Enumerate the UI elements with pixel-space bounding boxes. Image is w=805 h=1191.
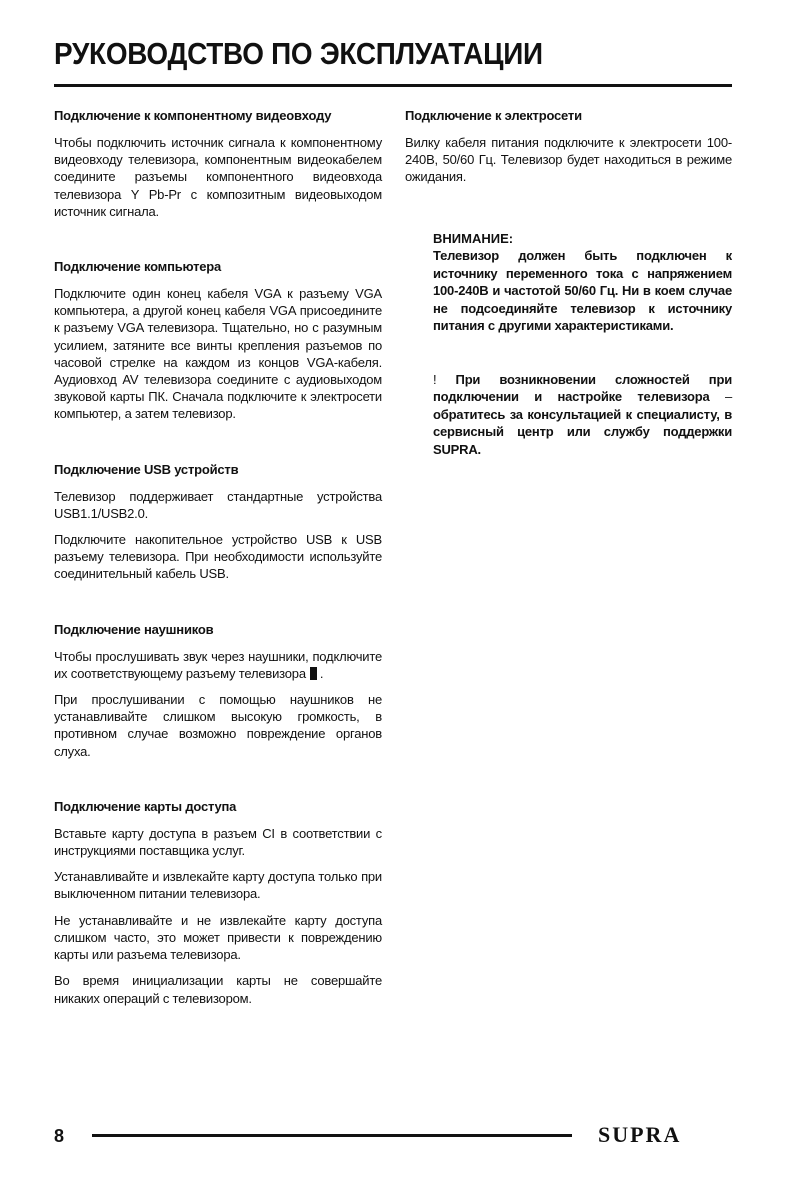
paragraph: Подключите накопительное устройство USB к USB разъему телевизора. При необходимости используйте соединительный кабель USB.: [54, 532, 382, 582]
section-usb: [54, 462, 382, 583]
title-divider: [54, 84, 732, 87]
paragraph: Чтобы подключить источник сигнала к компонентному видеовходу телевизора, компонентным видеокабелем соедините разъемы компонентного видеовхода телевизора Y Pb-Pr с композитным видеовыходом источник сигнала.: [54, 135, 382, 219]
support-notice: [433, 371, 732, 459]
paragraph: Во время инициализации карты не совершайте никаких операций с телевизором.: [54, 973, 382, 1006]
warning-title: ВНИМАНИЕ:: [433, 230, 514, 246]
brand-logo: SUPRA: [598, 1122, 682, 1147]
notice-dash: –: [709, 389, 732, 405]
section-access-card: [54, 799, 382, 1007]
paragraph-end: .: [319, 665, 324, 681]
paragraph: Устанавливайте и извлекайте карту доступа только при выключенном питании телевизора.: [54, 869, 382, 902]
headphone-jack-icon: [310, 667, 317, 680]
paragraph: [54, 648, 382, 682]
paragraph-text: Чтобы прослушивать звук через наушники, подключите их соответствующему разъему телевизора: [54, 648, 382, 681]
paragraph: При прослушивании с помощью наушников не устанавливайте слишком высокую громкость, в противном случае возможно повреждение органов слуха.: [54, 692, 382, 759]
section-power: [405, 108, 732, 186]
section-heading: Подключение наушников: [54, 621, 214, 637]
footer-divider: [92, 1134, 572, 1137]
section-heading: Подключение USB устройств: [54, 461, 239, 477]
warning-block: [433, 230, 732, 335]
paragraph: Телевизор поддерживает стандартные устройства USB1.1/USB2.0.: [54, 488, 382, 521]
paragraph: Вилку кабеля питания подключите к электросети 100-240В, 50/60 Гц. Телевизор будет находиться в режиме ожидания.: [405, 135, 732, 185]
section-computer: [54, 259, 382, 423]
notice-mark: !: [433, 371, 437, 387]
notice-bold: При возникновении сложностей при подключении и настройке телевизора: [433, 371, 732, 405]
warning-text: Телевизор должен быть подключен к источнику переменного тока с напряжением 100-240В и частотой 50/60 Гц. Ни в коем случае не подсоединяйте телевизор к источнику питания с другими характеристиками.: [433, 248, 732, 334]
section-component: [54, 108, 382, 220]
right-column: [405, 108, 732, 458]
section-heading: Подключение компьютера: [54, 259, 222, 275]
paragraph: Вставьте карту доступа в разъем CI в соответствии с инструкциями поставщика услуг.: [54, 825, 382, 859]
section-heading: Подключение к электросети: [405, 108, 582, 123]
paragraph: Не устанавливайте и не извлекайте карту доступа слишком часто, это может привести к повреждению карты или разъема телевизора.: [54, 912, 382, 963]
section-heading: Подключение к компонентному видеовходу: [54, 108, 332, 123]
page-number: 8: [54, 1126, 65, 1146]
left-column: [54, 108, 382, 1016]
section-headphones: [54, 622, 382, 760]
page-title: РУКОВОДСТВО ПО ЭКСПЛУАТАЦИИ: [54, 36, 543, 71]
section-heading: Подключение карты доступа: [54, 798, 237, 814]
notice-rest: обратитесь за консультацией к специалисту, в сервисный центр или службу поддержки SUPRA.: [433, 406, 732, 457]
paragraph: Подключите один конец кабеля VGA к разъему VGA компьютера, а другой конец кабеля VGA присоедините к разъему VGA телевизора. Тщательно, но с разумным усилием, затяните все винты крепления разъемов по часовой стрелке на каждом из концов VGA-кабеля. Аудиовход AV телевизора соедините с аудиовыходом звуковой карты ПК. Сначала подключите к электросети компьютер, а затем телевизор.: [54, 286, 382, 422]
